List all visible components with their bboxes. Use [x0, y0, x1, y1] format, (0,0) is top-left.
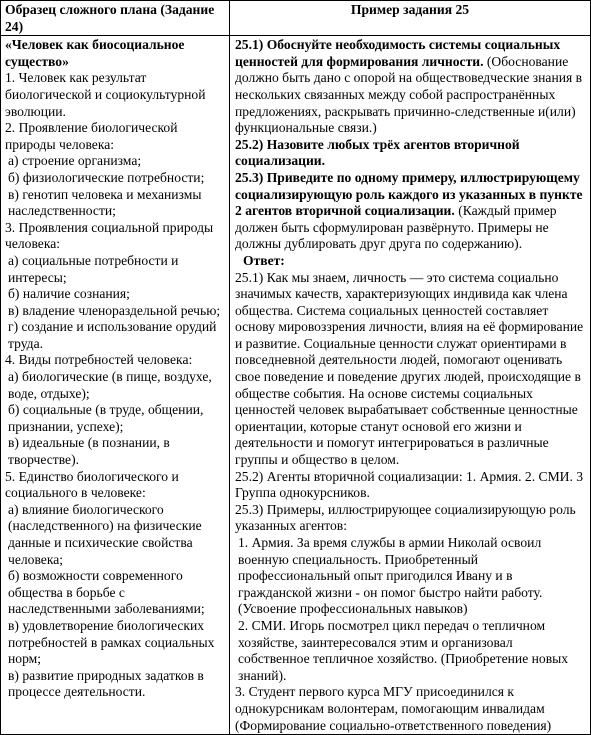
- answer-3-example: 2. СМИ. Игорь посмотрел цикл передач о тепличном хозяйстве, заинтересовался этим и организовал собственное тепличное хозяйство. (Приобретение новых знаний).: [238, 617, 569, 683]
- plan-item: а) биологические (в пище, воздухе, воде, отдыхе);: [8, 369, 212, 401]
- content-row: [1, 36, 591, 735]
- plan-item: в) владение членораздельной речью;: [8, 302, 221, 318]
- plan-item: б) социальные (в труде, общении, признании, успехе);: [8, 402, 204, 434]
- plan-item: а) строение организма;: [8, 153, 142, 169]
- answer-3-example: 3. Студент первого курса МГУ присоединился к однокурсникам волонтерам, помогающим инвалидам (Формирование социально-ответственного поведения): [235, 684, 552, 733]
- task-question-3: [235, 170, 586, 253]
- plan-item: б) возможности современного общества в борьбе с наследственными заболеваниями;: [8, 568, 205, 617]
- plan-item: 4. Виды потребностей человека:: [5, 352, 193, 368]
- plan-item: в) идеальные (в познании, в творчестве).: [8, 435, 170, 468]
- answer-2: 25.2) Агенты вторичной социализации: 1. Армия. 2. СМИ. 3 Группа однокурсников.: [235, 468, 584, 501]
- plan-item: 3. Проявления социальной природы человека:: [5, 219, 214, 252]
- plan-item: 5. Единство биологического и социального в человеке:: [5, 468, 179, 501]
- plan-title: «Человек как биосоциальное существо»: [5, 37, 185, 69]
- header-left: Образец сложного плана (Задание 24): [1, 1, 230, 36]
- plan-item: в) развитие природных задатков в процессе деятельности.: [8, 667, 204, 700]
- task-question-3-text: 25.3) Приведите по одному примеру, иллюстрирующему социализирующую роль каждого из указанных в пункте 2 агентов вторичной социализации.: [235, 169, 583, 219]
- task-question-1: [235, 37, 586, 137]
- plan-cell: [1, 36, 230, 735]
- answer-1: 25.1) Как мы знаем, личность — это система социально значимых качеств, характеризующих индивида как члена общества. Система социальных ценностей составляет основу мировоззрения личности, влияя на её формирование и развитие. Социальные ценности служат ориентирами в повседневной деятельности людей, помогают оценивать свое поведение и поведение других людей, происходящие в обществе события. На основе системы социальных ценностей человек вырабатывает собственные ценностные ориентации, которые станут основой его жизни и деятельности и помогут интегрироваться в различные группы и общество в целом.: [235, 269, 584, 468]
- plan-item: б) наличие сознания;: [8, 286, 130, 302]
- plan-item: 1. Человек как результат биологической и социокультурной эволюции.: [5, 70, 206, 119]
- plan-item: 2. Проявление биологической природы человека:: [5, 120, 178, 152]
- answer-3-intro: 25.3) Примеры, иллюстрирующее социализирующую роль указанных агентов:: [235, 501, 576, 534]
- task-cell: [230, 36, 591, 735]
- plan-item: в) генотип человека и механизмы наследственности;: [8, 186, 202, 219]
- plan-item: б) физиологические потребности;: [8, 169, 205, 185]
- header-row: [1, 1, 591, 36]
- plan-item: а) социальные потребности и интересы;: [8, 252, 179, 285]
- plan-item: г) создание и использование орудий труда.: [8, 319, 217, 351]
- task-question-1-note: (Обоснование должно быть дано с опорой на обществоведческие знания в нескольких связанных между собой распространённых предложениях, раскрывать причинно-следственные и(или) функциональные связи.): [235, 53, 583, 136]
- task-question-3-note: (Каждый пример должен быть сформулирован развёрнуто. Примеры не должны дублировать друг друга по содержанию).: [235, 203, 557, 252]
- plan-item: а) влияние биологического (наследственного) на физические данные и психические свойства человека;: [8, 501, 202, 567]
- task-question-2: 25.2) Назовите любых трёх агентов вторичной социализации.: [235, 136, 520, 169]
- plan-item: в) удовлетворение биологических потребностей в рамках социальных норм;: [8, 617, 215, 667]
- header-right: Пример задания 25: [230, 1, 591, 36]
- answer-3-example: 1. Армия. За время службы в армии Николай освоил военную специальность. Приобретенный профессиональный опыт пригодился Ивану и в гражданской жизни - он помог быстро найти работу. (Усвоение профессиональных навыков): [238, 535, 543, 617]
- task-question-1-text: 25.1) Обоснуйте необходимость системы социальных ценностей для формирования личности.: [235, 37, 561, 69]
- answer-label: Ответ:: [243, 252, 285, 268]
